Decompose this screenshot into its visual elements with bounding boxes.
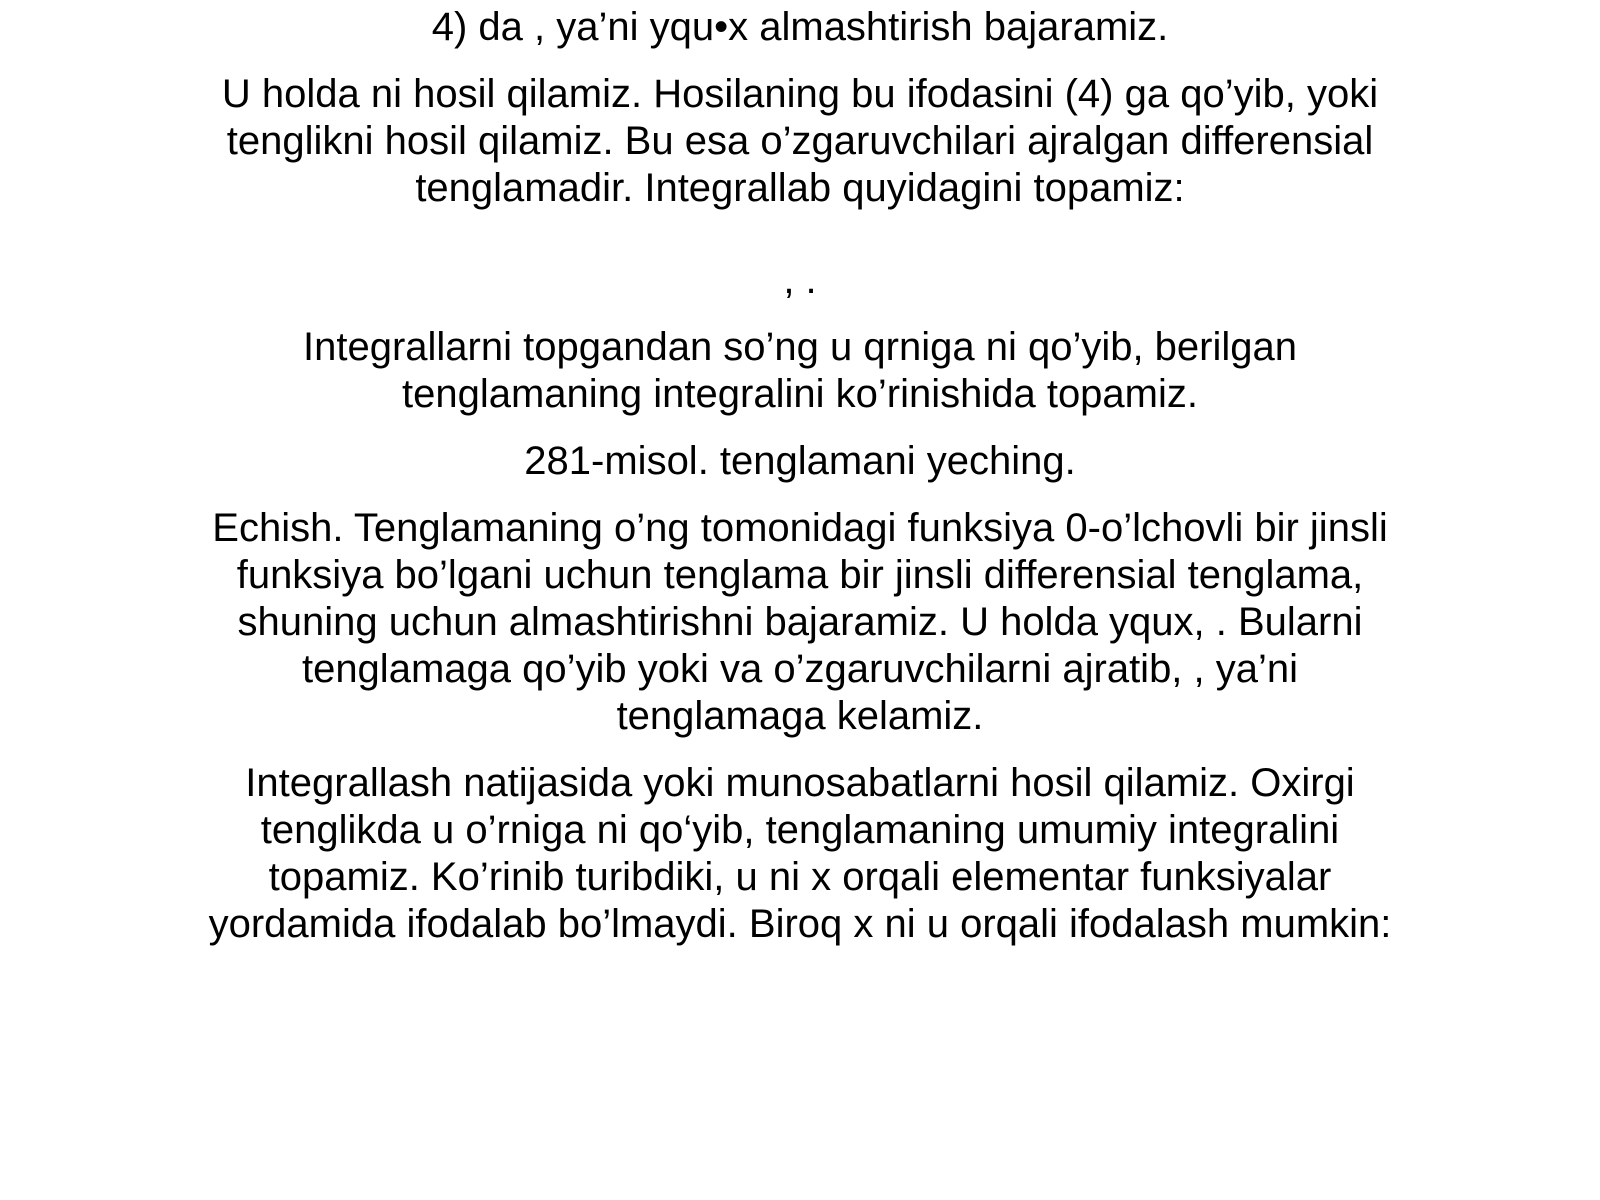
paragraph-substitution: 4) da , ya’ni yqu•x almashtirish bajaramiz.: [431, 5, 1169, 49]
example-heading: 281-misol. tenglamani yeching.: [524, 439, 1076, 483]
paragraph-derivation: U holda ni hosil qilamiz. Hosilaning bu ifodasini (4) ga qo’yib, yoki tenglikni hosil qilamiz. Bu esa o’zgaruvchilari ajralgan differensial tenglamadir. Integrallab quyidagini topamiz:: [221, 72, 1379, 210]
paragraph-formula-placeholder: , .: [783, 258, 817, 302]
paragraph-integration-result: Integrallash natijasida yoki munosabatlarni hosil qilamiz. Oxirgi tenglikda u o’rniga ni qo‘yib, tenglamaning umumiy integralini topamiz. Ko’rinib turibdiki, u ni x orqali elementar funksiyalar yordamida ifodalab bo’lmaydi. Biroq x ni u orqali ifodalash mumkin:: [208, 761, 1392, 946]
slide-text-body: [200, 4, 1400, 948]
paragraph-general-integral: Integrallarni topgandan so’ng u qrniga ni qo’yib, berilgan tenglamaning integralini ko’rinishida topamiz.: [302, 325, 1298, 416]
paragraph-solution: Echish. Tenglamaning o’ng tomonidagi funksiya 0-o’lchovli bir jinsli funksiya bo’lgani uchun tenglama bir jinsli differensial tenglama, shuning uchun almashtirishni bajaramiz. U holda yqux, . Bularni tenglamaga qo’yib yoki va o’zgaruvchilarni ajratib, , ya’ni tenglamaga kelamiz.: [212, 506, 1388, 738]
